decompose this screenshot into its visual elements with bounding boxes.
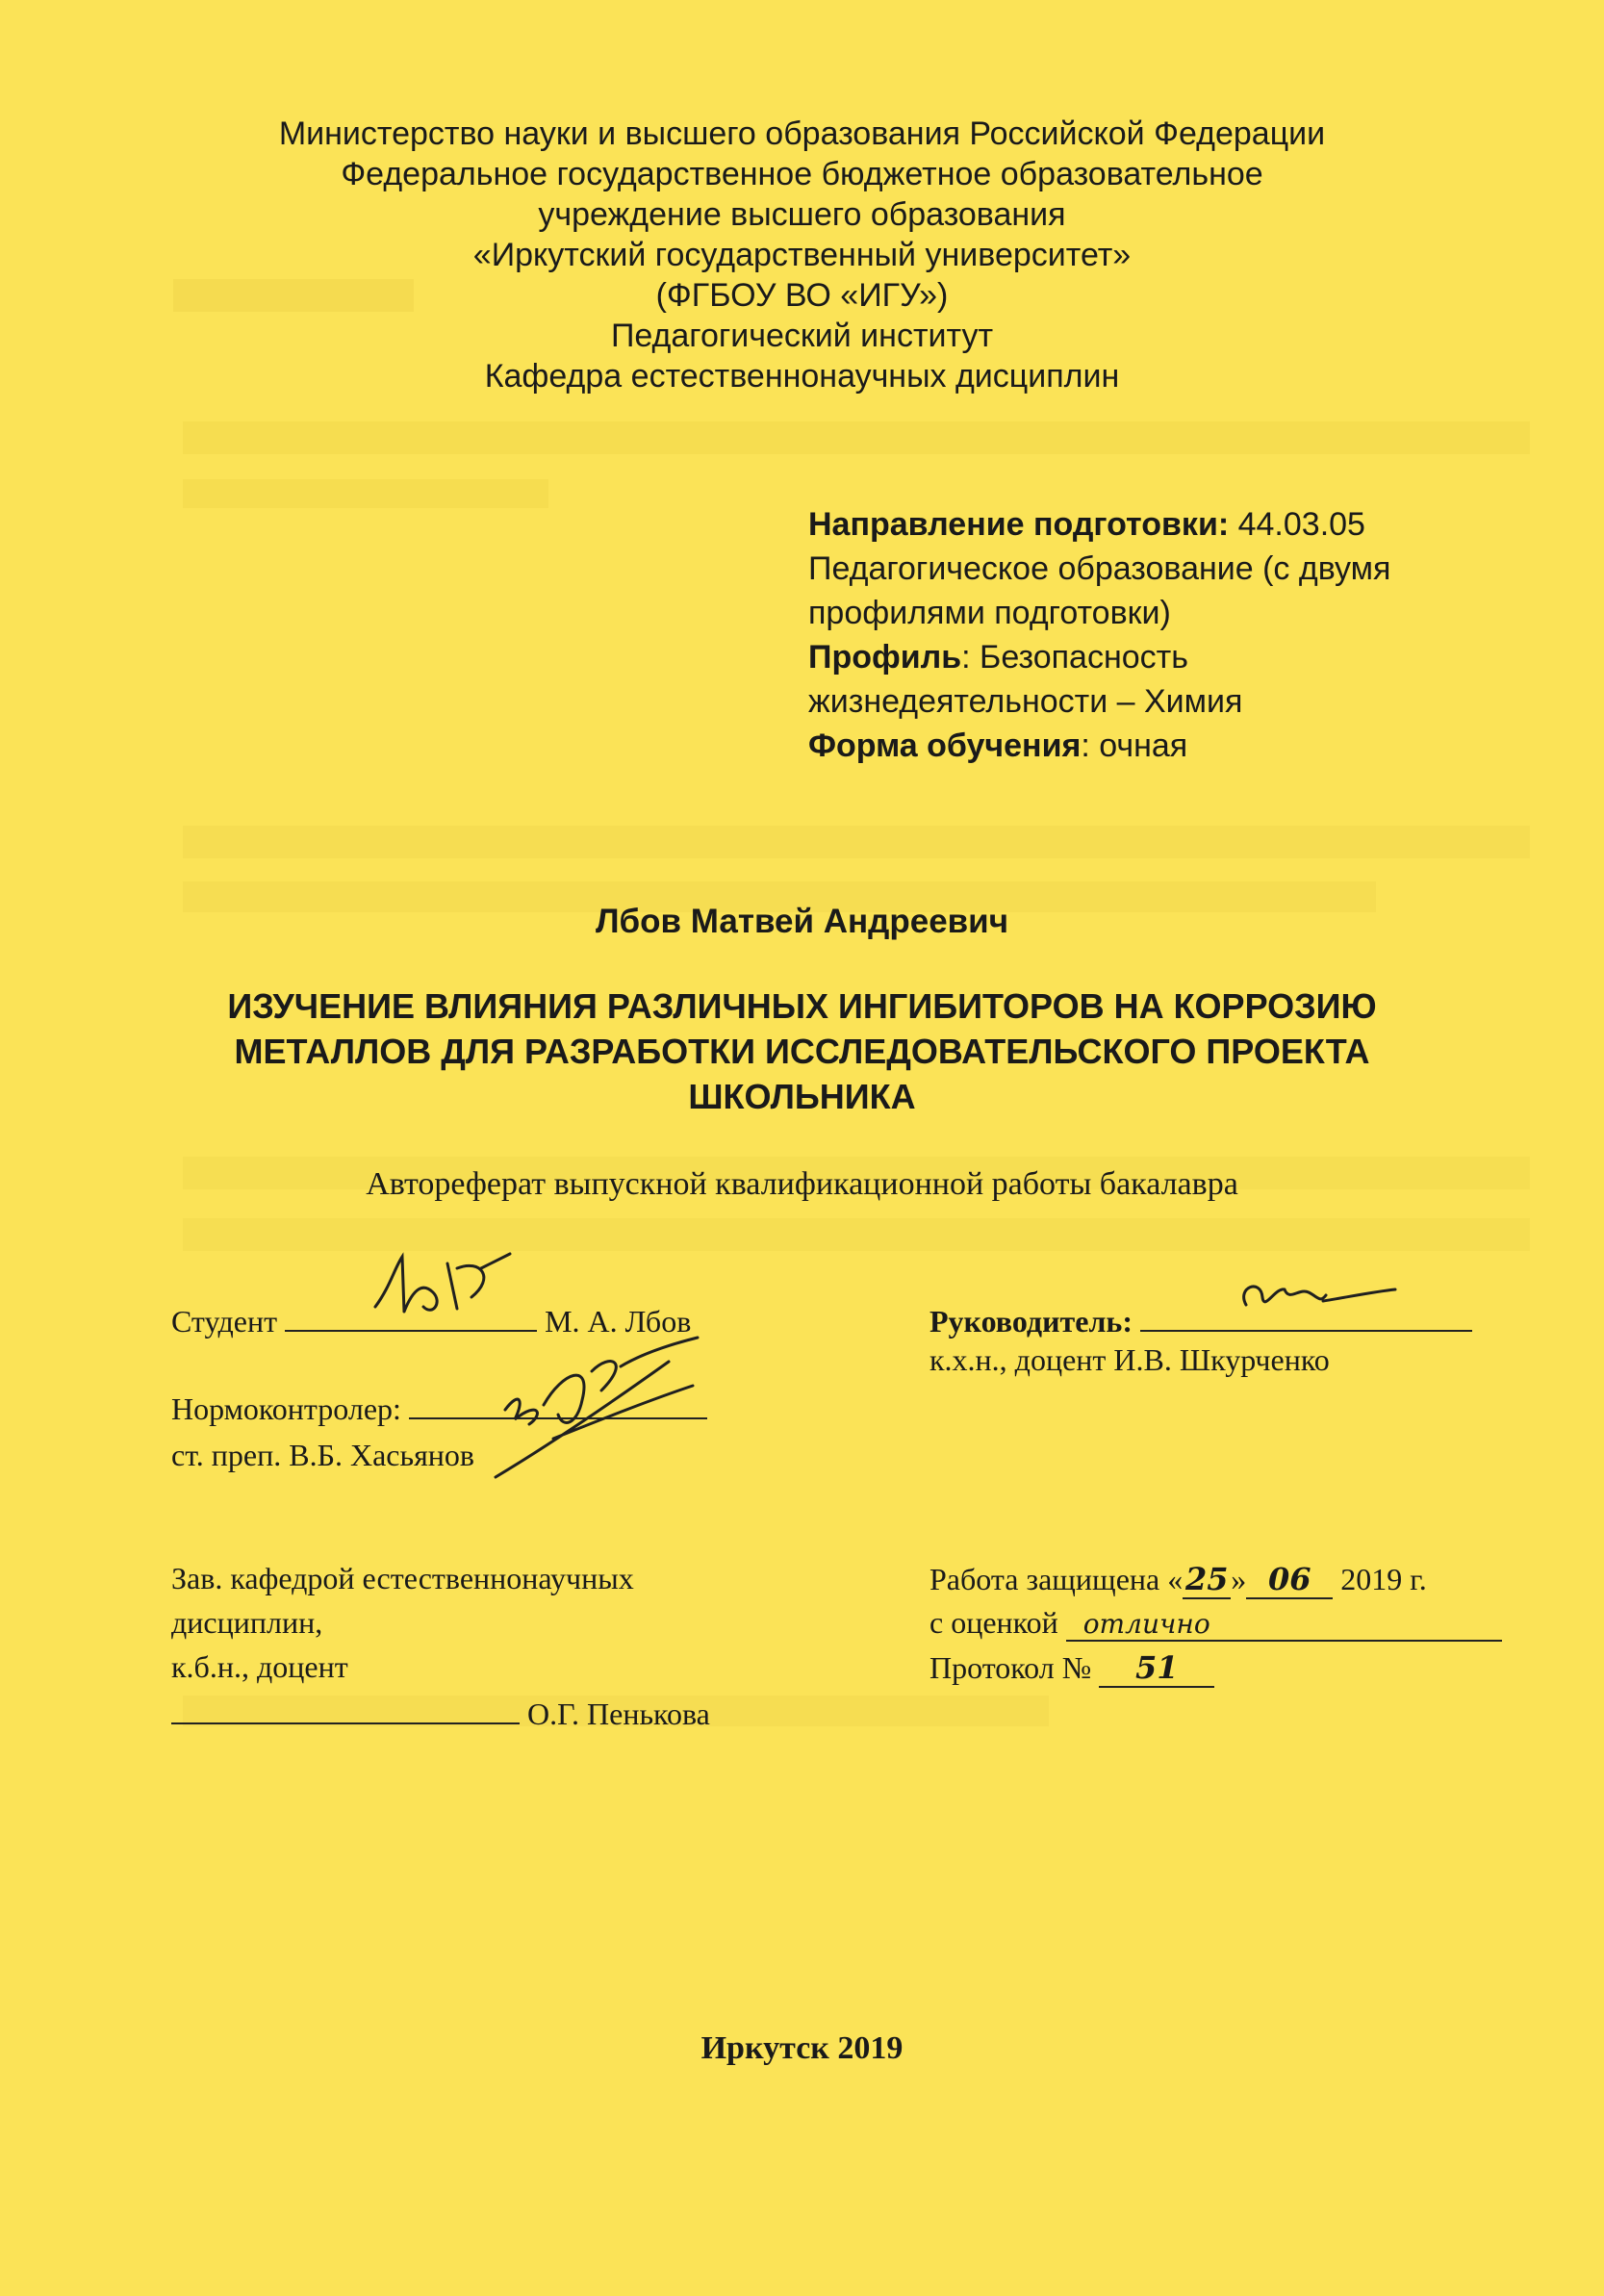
title-line: ИЗУЧЕНИЕ ВЛИЯНИЯ РАЗЛИЧНЫХ ИНГИБИТОРОВ НА КОРРОЗИЮ bbox=[227, 986, 1377, 1026]
grade-value: отлично bbox=[1066, 1608, 1502, 1642]
form-value: : очная bbox=[1081, 727, 1188, 764]
normcontrol-label: Нормоконтролер: bbox=[171, 1391, 401, 1426]
document-subtitle: Автореферат выпускной квалификационной работы бакалавра bbox=[366, 1166, 1238, 1202]
protocol-line bbox=[929, 1649, 1214, 1688]
profile-value: : Безопасность bbox=[961, 639, 1188, 676]
head-signature-blank bbox=[171, 1694, 520, 1724]
direction-line-3: профилями подготовки) bbox=[808, 595, 1171, 631]
institution-header bbox=[0, 114, 1604, 396]
defense-prefix: Работа защищена « bbox=[929, 1562, 1184, 1596]
direction-label: Направление подготовки: bbox=[808, 506, 1230, 543]
thesis-title bbox=[144, 983, 1460, 1119]
title-line: МЕТАЛЛОВ ДЛЯ РАЗРАБОТКИ ИССЛЕДОВАТЕЛЬСКОГО ПРОЕКТА bbox=[234, 1032, 1370, 1071]
header-line: «Иркутский государственный университет» bbox=[472, 237, 1132, 273]
protocol-value: 51 bbox=[1099, 1649, 1214, 1688]
grade-label: с оценкой bbox=[929, 1605, 1058, 1640]
header-line: (ФГБОУ ВО «ИГУ») bbox=[655, 277, 949, 314]
supervisor-signature bbox=[1232, 1268, 1405, 1326]
direction-value: 44.03.05 bbox=[1229, 506, 1365, 543]
normcontrol-name: ст. преп. В.Б. Хасьянов bbox=[171, 1438, 475, 1472]
form-label: Форма обучения bbox=[808, 727, 1082, 764]
header-line: Кафедра естественнонаучных дисциплин bbox=[484, 358, 1120, 395]
defense-month: 06 bbox=[1246, 1561, 1333, 1599]
head-line-3: к.б.н., доцент bbox=[171, 1649, 348, 1684]
direction-line bbox=[808, 502, 1501, 547]
student-label: Студент bbox=[171, 1304, 278, 1339]
defense-mid: » bbox=[1231, 1562, 1247, 1596]
head-name: О.Г. Пенькова bbox=[527, 1696, 710, 1731]
city-year: Иркутск 2019 bbox=[700, 2030, 904, 2066]
defense-day: 25 bbox=[1183, 1561, 1231, 1599]
head-line-2: дисциплин, bbox=[171, 1605, 323, 1640]
program-info bbox=[808, 502, 1501, 768]
profile-line-2: жизнедеятельности – Химия bbox=[808, 683, 1243, 720]
form-line bbox=[808, 724, 1501, 768]
profile-label: Профиль bbox=[808, 639, 962, 676]
header-line: Педагогический институт bbox=[610, 318, 994, 354]
header-line: Федеральное государственное бюджетное образовательное bbox=[341, 156, 1263, 192]
supervisor-label: Руководитель: bbox=[929, 1304, 1133, 1339]
protocol-label: Протокол № bbox=[929, 1650, 1092, 1685]
author-name: Лбов Матвей Андреевич bbox=[595, 903, 1009, 940]
grade-line bbox=[929, 1605, 1502, 1642]
head-line-1: Зав. кафедрой естественнонаучных bbox=[171, 1561, 634, 1595]
student-signature bbox=[366, 1249, 529, 1326]
head-sign-line bbox=[171, 1694, 710, 1732]
defense-line bbox=[929, 1561, 1427, 1599]
profile-line bbox=[808, 635, 1501, 679]
header-line: учреждение высшего образования bbox=[538, 196, 1066, 233]
normcontrol-signature bbox=[486, 1333, 717, 1487]
supervisor-name: к.х.н., доцент И.В. Шкурченко bbox=[929, 1342, 1330, 1377]
student-name: М. А. Лбов bbox=[545, 1304, 692, 1339]
header-line: Министерство науки и высшего образования Российской Федерации bbox=[278, 115, 1326, 152]
title-line: ШКОЛЬНИКА bbox=[688, 1077, 916, 1116]
direction-line-2: Педагогическое образование (с двумя bbox=[808, 550, 1391, 587]
defense-suffix: 2019 г. bbox=[1333, 1562, 1427, 1596]
